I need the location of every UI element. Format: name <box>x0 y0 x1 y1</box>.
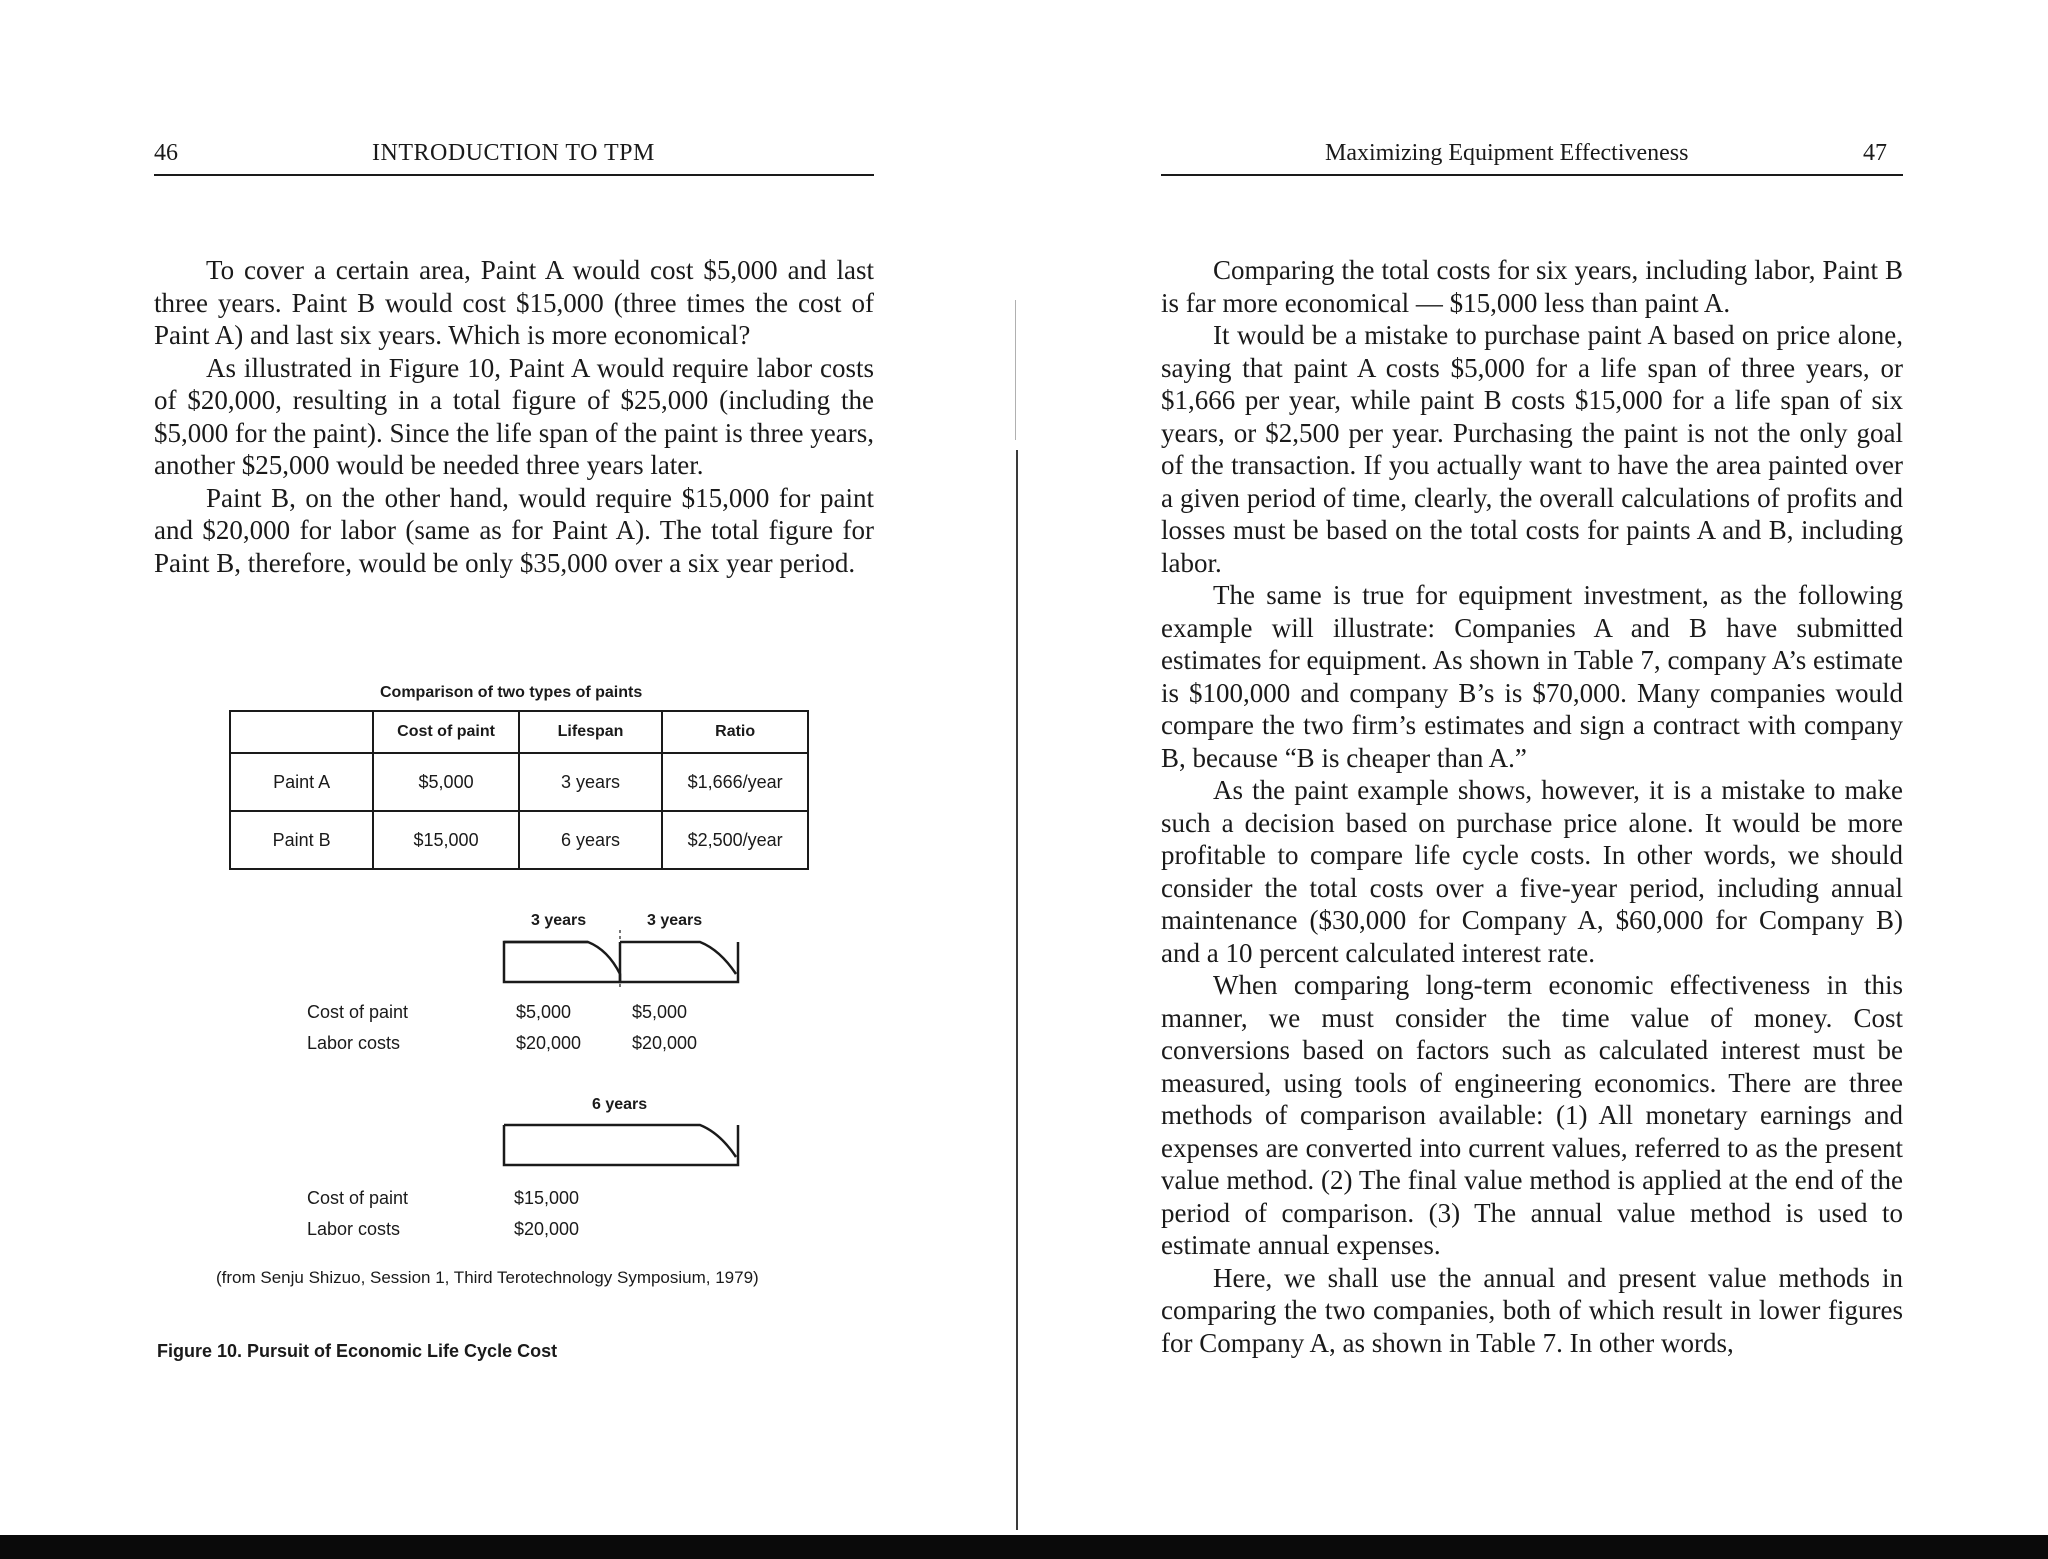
paint-a-cost-value: $5,000 <box>516 1002 572 1022</box>
cost-of-paint-label: Cost of paint <box>307 1188 409 1208</box>
paragraph: The same is true for equipment investment, as the following example will illustrate: Companies A and B have submitted estimates for equipment. As shown in Table 7, company A’s estimate is $100,000 and company B’s is $70,000. Many companies would compare the two firm’s estimates and sign a contract with company B, because “B is cheaper than A.” <box>1161 580 1903 773</box>
table-cell: $15,000 <box>373 811 518 869</box>
paragraph: As illustrated in Figure 10, Paint A would require labor costs of $20,000, resulting in a total figure of $25,000 (including the $5,000 for the paint). Since the life span of the paint is three years, another $25,000 would be needed three years later. <box>154 352 874 480</box>
paragraph: To cover a certain area, Paint A would cost $5,000 and last three years. Paint B would cost $15,000 (three times the cost of Paint A) and last six years. Which is more economical? <box>154 255 874 350</box>
paint-comparison-table <box>229 710 809 870</box>
table-header-cell: Cost of paint <box>373 711 518 753</box>
paint-b-lifespan-diagram <box>500 1113 745 1173</box>
paint-a-cost-value: $5,000 <box>632 1002 688 1022</box>
page-number-right: 47 <box>1863 140 1887 166</box>
header-rule-left <box>154 174 874 176</box>
figure-source: (from Senju Shizuo, Session 1, Third Terotechnology Symposium, 1979) <box>216 1268 759 1287</box>
right-body-text <box>1161 254 1903 1359</box>
scan-bottom-edge <box>0 1535 2048 1559</box>
paragraph: When comparing long-term economic effectiveness in this manner, we must consider the time value of money. Cost conversions based on factors such as calculated interest must be measured, using tools of engineering economics. There are three methods of comparison available: (1) All monetary earnings and expenses are converted into current values, referred to as the present value method. (2) The final value method is applied at the end of the period of comparison. (3) The annual value method is used to estimate annual expenses. <box>1161 970 1903 1260</box>
figure-caption: Figure 10. Pursuit of Economic Life Cycle Cost <box>157 1341 558 1361</box>
table-cell: Paint A <box>230 753 373 811</box>
paint-a-labor-value: $20,000 <box>632 1033 698 1053</box>
table-title: Comparison of two types of paints <box>380 684 643 701</box>
table-cell: Paint B <box>230 811 373 869</box>
paragraph: Comparing the total costs for six years, including labor, Paint B is far more economical — $15,000 less than paint A. <box>1161 255 1903 318</box>
period-label: 3 years <box>647 912 703 929</box>
paint-b-labor-value: $20,000 <box>514 1219 580 1239</box>
paragraph: It would be a mistake to purchase paint A based on price alone, saying that paint A costs $5,000 for a life span of three years, or $1,666 per year, while paint B costs $15,000 for a life span of six years, or $2,500 per year. Purchasing the paint is not the only goal of the transaction. If you actually want to have the area painted over a given period of time, clearly, the overall calculations of profits and losses must be based on the total costs for paints A and B, including labor. <box>1161 320 1903 578</box>
running-head-right: Maximizing Equipment Effectiveness <box>1325 140 1689 166</box>
period-label: 6 years <box>592 1096 648 1113</box>
running-head-left: INTRODUCTION TO TPM <box>372 140 655 166</box>
paint-a-labor-value: $20,000 <box>516 1033 582 1053</box>
left-page <box>0 0 1020 1559</box>
table-cell: $5,000 <box>373 753 518 811</box>
table-header-row <box>230 711 808 753</box>
labor-costs-label: Labor costs <box>307 1219 401 1239</box>
paragraph: As the paint example shows, however, it is a mistake to make such a decision based on purchase price alone. It would be more profitable to compare life cycle costs. In other words, we should consider the total costs over a five-year period, including annual maintenance ($30,000 for Company A, $60,000 for Company B) and a 10 percent calculated interest rate. <box>1161 775 1903 968</box>
page-number-left: 46 <box>154 140 178 166</box>
table-header-cell: Lifespan <box>519 711 663 753</box>
table-row <box>230 811 808 869</box>
period-label: 3 years <box>531 912 587 929</box>
table-header-cell: Ratio <box>662 711 808 753</box>
gutter-line <box>1016 450 1018 1530</box>
cost-of-paint-label: Cost of paint <box>307 1002 409 1022</box>
paragraph: Here, we shall use the annual and present value methods in comparing the two companies, both of which result in lower figures for Company A, as shown in Table 7. In other words, <box>1161 1262 1903 1358</box>
header-rule-right <box>1161 174 1903 176</box>
table-cell: 6 years <box>519 811 663 869</box>
left-body-text <box>154 254 874 579</box>
table-cell: $2,500/year <box>662 811 808 869</box>
paint-b-cost-value: $15,000 <box>514 1188 580 1208</box>
table-row <box>230 753 808 811</box>
paint-a-lifespan-diagram <box>500 930 745 990</box>
paragraph: Paint B, on the other hand, would require $15,000 for paint and $20,000 for labor (same as for Paint A). The total figure for Paint B, therefore, would be only $35,000 over a six year period. <box>154 482 874 578</box>
labor-costs-label: Labor costs <box>307 1033 401 1053</box>
right-page <box>1020 0 2048 1559</box>
gutter-shadow <box>1015 300 1016 440</box>
table-cell: $1,666/year <box>662 753 808 811</box>
table-cell: 3 years <box>519 753 663 811</box>
table-header-cell <box>230 711 373 753</box>
